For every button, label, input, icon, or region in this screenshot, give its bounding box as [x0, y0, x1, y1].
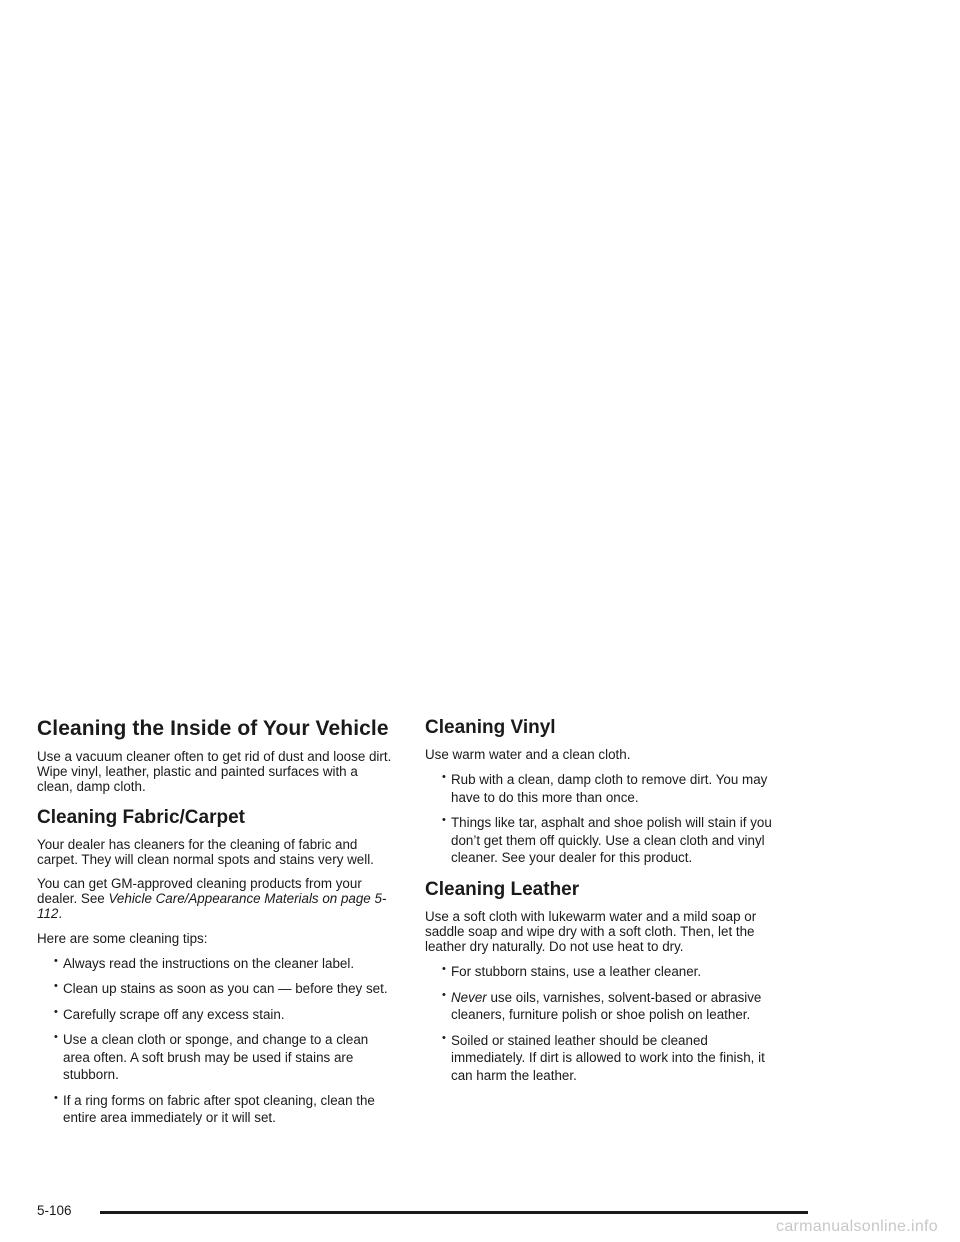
fabric-p2-prefix: You can get GM-approved cleaning products from your dealer. See — [37, 876, 362, 907]
subsection-title-fabric: Cleaning Fabric/Carpet — [37, 806, 245, 828]
list-item: • Never use oils, varnishes, solvent-based or abrasive cleaners, furniture polish or shoe polish on leather. — [442, 988, 762, 1023]
bullet-icon: • — [442, 988, 446, 1001]
list-item: • Clean up stains as soon as you can — before they set. — [54, 980, 388, 997]
bullet-icon: • — [54, 1031, 58, 1044]
tips-intro: Here are some cleaning tips: — [37, 930, 208, 946]
list-item: • Soiled or stained leather should be cleaned immediately. If dirt is allowed to work into the finish, it can harm the leather. — [442, 1031, 765, 1083]
bullet-icon: • — [442, 963, 446, 976]
vinyl-tips-list — [425, 771, 785, 867]
list-item: • Carefully scrape off any excess stain. — [54, 1005, 285, 1022]
leather-tips-list — [425, 963, 785, 1084]
bullet-icon: • — [54, 980, 58, 993]
bullet-icon: • — [442, 1031, 446, 1044]
leather-intro: Use a soft cloth with lukewarm water and a mild soap or saddle soap and wipe dry with a soft cloth. Then, let the leather dry naturally. Do not use heat to dry. — [425, 908, 757, 955]
list-item: • For stubborn stains, use a leather cleaner. — [442, 963, 702, 980]
vinyl-intro: Use warm water and a clean cloth. — [425, 747, 631, 762]
list-item: • Rub with a clean, damp cloth to remove dirt. You may have to do this more than once. — [442, 771, 768, 805]
bullet-icon: • — [442, 814, 446, 827]
left-column — [37, 716, 397, 1135]
fabric-paragraph-1: Your dealer has cleaners for the cleaning of fabric and carpet. They will clean normal spots and stains very well. — [37, 836, 374, 867]
cross-reference-link[interactable]: Vehicle Care/Appearance Materials on page 5-112 — [37, 891, 387, 922]
page-number: 5-106 — [37, 1203, 72, 1218]
bullet-icon: • — [54, 1005, 58, 1018]
list-item: • If a ring forms on fabric after spot cleaning, clean the entire area immediately or it will set. — [54, 1091, 375, 1126]
fabric-tips-list — [37, 955, 397, 1127]
list-item: • Always read the instructions on the cleaner label. — [54, 954, 355, 971]
bullet-icon: • — [54, 1091, 58, 1104]
fabric-p2-suffix: . — [58, 906, 63, 922]
bullet-icon: • — [54, 954, 58, 967]
right-column — [425, 716, 785, 1092]
subsection-title-vinyl: Cleaning Vinyl — [425, 717, 556, 738]
fabric-paragraph-2 — [37, 876, 397, 922]
list-item: • Things like tar, asphalt and shoe polish will stain if you don’t get them off quickly. Use a clean cloth and vinyl cleaner. See your dealer for this product. — [442, 814, 772, 866]
emphasis-never: Never — [451, 989, 487, 1005]
bullet-icon: • — [442, 771, 446, 784]
footer-divider — [100, 1211, 808, 1214]
intro-paragraph: Use a vacuum cleaner often to get rid of dust and loose dirt. Wipe vinyl, leather, plastic and painted surfaces with a clean, damp cloth. — [37, 749, 392, 795]
list-item: • Use a clean cloth or sponge, and change to a clean area often. A soft brush may be used if stains are stubborn. — [54, 1031, 369, 1083]
watermark-text: carmanualsonline.info — [776, 1218, 938, 1235]
subsection-title-leather: Cleaning Leather — [425, 878, 580, 900]
section-title-inside: Cleaning the Inside of Your Vehicle — [37, 717, 389, 740]
